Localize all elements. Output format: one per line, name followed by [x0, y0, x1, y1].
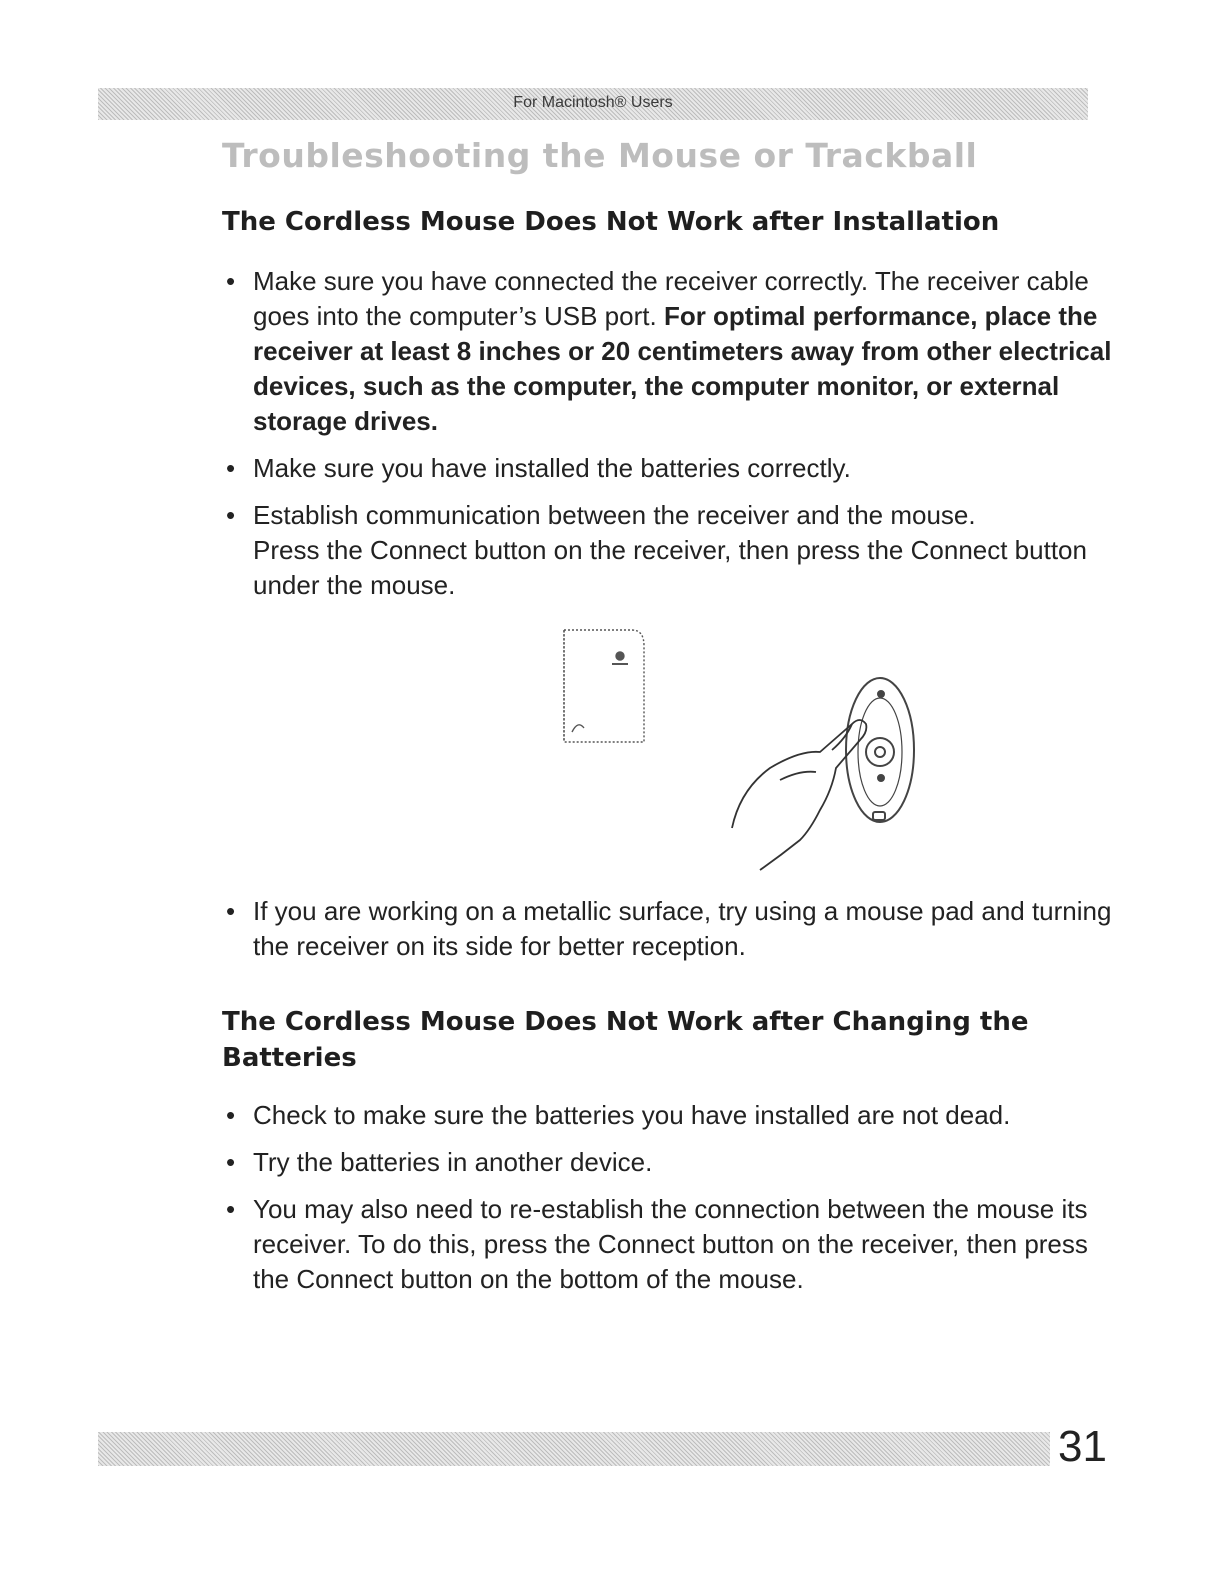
- page-title: Troubleshooting the Mouse or Trackball: [222, 136, 978, 175]
- list-item: [226, 451, 1126, 486]
- bullet-glyph: •: [226, 500, 236, 530]
- bullet-text: Check to make sure the batteries you have installed are not dead.: [253, 1100, 1011, 1130]
- bullet-list-batteries: [226, 1098, 1126, 1309]
- receiver-and-mouse-connect-illustration: [440, 620, 960, 880]
- section-heading-installation: The Cordless Mouse Does Not Work after Installation: [222, 207, 1000, 237]
- bullet-glyph: •: [226, 1100, 236, 1130]
- mouse-icon: [846, 678, 914, 822]
- bullet-text: If you are working on a metallic surface, try using a mouse pad and turning the receiver on its side for better reception.: [253, 896, 1112, 961]
- bullet-glyph: •: [226, 1194, 236, 1224]
- bullet-glyph: •: [226, 896, 236, 926]
- bullet-list-metallic: [226, 894, 1126, 976]
- bullet-text: Try the batteries in another device.: [253, 1147, 653, 1177]
- header-band: [98, 88, 1088, 120]
- bullet-text: You may also need to re-establish the connection between the mouse its receiver. To do this, press the Connect button on the receiver, then press the Connect button on the bottom of the mouse.: [253, 1194, 1088, 1294]
- list-item: [226, 1145, 1126, 1180]
- section-heading-batteries: The Cordless Mouse Does Not Work after Changing the Batteries: [222, 1007, 1029, 1073]
- list-item: [226, 894, 1126, 964]
- bullet-glyph: •: [226, 1147, 236, 1177]
- bullet-bold-text: For optimal performance, place the receiver at least 8 inches or 20 centimeters away from other electrical devices, such as the computer, the computer monitor, or external storage drives.: [253, 301, 1112, 436]
- bullet-text-line2: Press the Connect button on the receiver, then press the Connect button under the mouse.: [253, 535, 1087, 600]
- header-label: For Macintosh® Users: [513, 94, 673, 111]
- list-item: [226, 264, 1126, 439]
- page-number: 31: [1058, 1422, 1107, 1471]
- list-item: [226, 1192, 1126, 1297]
- receiver-icon: [564, 630, 644, 742]
- bullet-list-installation: [226, 264, 1126, 615]
- list-item: [226, 1098, 1126, 1133]
- bullet-text: Make sure you have installed the batteries correctly.: [253, 453, 851, 483]
- bullet-glyph: •: [226, 266, 236, 296]
- bullet-text: Establish communication between the receiver and the mouse.: [253, 500, 976, 530]
- footer-band: [98, 1432, 1050, 1466]
- bullet-text: Make sure you have connected the receiver correctly. The receiver cable goes into the computer’s USB port.: [253, 266, 1089, 331]
- list-item: [226, 498, 1126, 603]
- bullet-glyph: •: [226, 453, 236, 483]
